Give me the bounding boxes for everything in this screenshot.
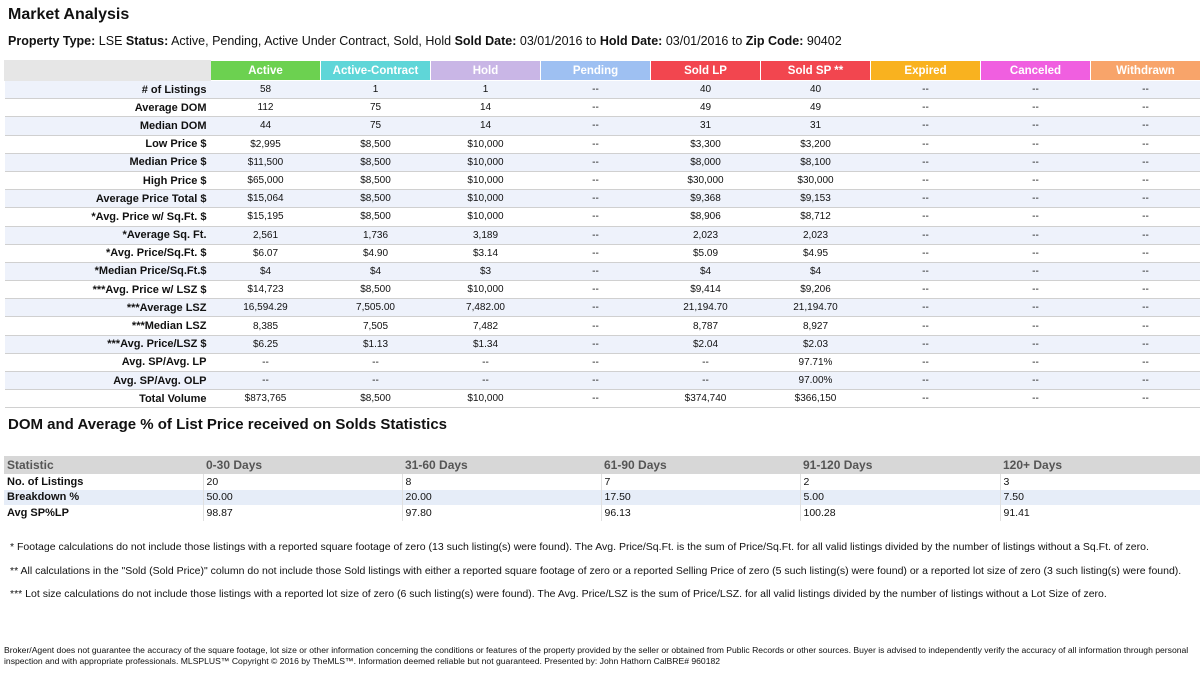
table-cell: 1: [321, 81, 431, 99]
table-cell: $3,200: [761, 135, 871, 153]
table-cell: $873,765: [211, 390, 321, 408]
column-header: Sold LP: [651, 61, 761, 81]
table-cell: --: [981, 317, 1091, 335]
table-cell: $9,368: [651, 190, 761, 208]
table-row: [5, 153, 1200, 171]
row-label: Low Price $: [5, 135, 211, 153]
table-cell: 17.50: [601, 490, 800, 506]
table-cell: --: [981, 335, 1091, 353]
row-label: ***Avg. Price/LSZ $: [5, 335, 211, 353]
table-cell: 58: [211, 81, 321, 99]
table-cell: 14: [431, 117, 541, 135]
table-cell: $6.07: [211, 244, 321, 262]
table-cell: $2.03: [761, 335, 871, 353]
table-cell: --: [981, 244, 1091, 262]
table-cell: $9,206: [761, 281, 871, 299]
table-cell: --: [651, 353, 761, 371]
table-cell: $4.90: [321, 244, 431, 262]
table-cell: $2,995: [211, 135, 321, 153]
row-label: *Avg. Price/Sq.Ft. $: [5, 244, 211, 262]
table-cell: --: [871, 281, 981, 299]
row-label: Average DOM: [5, 99, 211, 117]
table-cell: --: [981, 171, 1091, 189]
table-cell: 2: [800, 474, 1000, 490]
table-cell: $8,500: [321, 135, 431, 153]
table-cell: $4: [651, 262, 761, 280]
table-row: [5, 117, 1200, 135]
table-cell: --: [431, 372, 541, 390]
table-cell: $3,300: [651, 135, 761, 153]
table-cell: $65,000: [211, 171, 321, 189]
table-row: [5, 99, 1200, 117]
row-label: Avg SP%LP: [4, 505, 203, 521]
table-row: [5, 372, 1200, 390]
column-header: Pending: [541, 61, 651, 81]
table-cell: 1,736: [321, 226, 431, 244]
table-cell: --: [871, 81, 981, 99]
table-cell: $8,100: [761, 153, 871, 171]
footnote: * Footage calculations do not include those listings with a reported square footage of zero (13 such listing(s) were found). The Avg. Price/Sq.Ft. is the sum of Price/Sq.Ft. for all valid listings divided by the number of listings without a Sq.Ft. of zero.: [10, 541, 1149, 553]
row-label: Median DOM: [5, 117, 211, 135]
table-cell: --: [871, 226, 981, 244]
criteria-label: Hold Date:: [599, 34, 663, 48]
table-row: [5, 281, 1200, 299]
table-row: [5, 335, 1200, 353]
table-cell: --: [981, 390, 1091, 408]
column-header: Expired: [871, 61, 981, 81]
table-cell: $4.95: [761, 244, 871, 262]
table-cell: --: [871, 135, 981, 153]
row-label: # of Listings: [5, 81, 211, 99]
table-cell: $2.04: [651, 335, 761, 353]
table-row: [5, 262, 1200, 280]
criteria-label: Sold Date:: [454, 34, 517, 48]
table-cell: $366,150: [761, 390, 871, 408]
table-cell: --: [981, 281, 1091, 299]
dom-statistics-table: [4, 456, 1200, 521]
table-cell: --: [1091, 281, 1200, 299]
table-cell: --: [871, 335, 981, 353]
criteria-value: 03/01/2016 to: [665, 34, 743, 48]
criteria-value: 90402: [806, 34, 842, 48]
column-header: Withdrawn: [1091, 61, 1200, 81]
disclaimer: Broker/Agent does not guarantee the accuracy of the square footage, lot size or other information concerning the conditions or features of the property provided by the seller or obtained from Public Records or other sources. Buyer is advised to independently verify the accuracy of all information through personal inspection and with appropriate professionals. MLSPLUS™ Copyright © 2016 by TheMLS™. Information deemed reliable but not guaranteed. Presented by: John Hathorn CalBRE# 960182: [4, 645, 1189, 666]
table-cell: 7,482.00: [431, 299, 541, 317]
table-cell: --: [541, 81, 651, 99]
table-cell: --: [1091, 244, 1200, 262]
table-cell: --: [871, 353, 981, 371]
table-cell: $9,414: [651, 281, 761, 299]
table-cell: 2,561: [211, 226, 321, 244]
table-cell: --: [1091, 208, 1200, 226]
table-row: [4, 490, 1200, 506]
table-cell: --: [981, 99, 1091, 117]
table-cell: --: [871, 99, 981, 117]
table-cell: --: [1091, 335, 1200, 353]
table-cell: 2,023: [761, 226, 871, 244]
table-cell: 50.00: [203, 490, 402, 506]
table-cell: --: [1091, 353, 1200, 371]
table-cell: $4: [321, 262, 431, 280]
table-cell: 49: [761, 99, 871, 117]
header-blank: [5, 61, 211, 81]
table-cell: 97.71%: [761, 353, 871, 371]
table-cell: --: [651, 372, 761, 390]
column-header: 91-120 Days: [800, 456, 1000, 474]
table-cell: --: [211, 353, 321, 371]
column-header: Hold: [431, 61, 541, 81]
table-cell: --: [1091, 317, 1200, 335]
row-label: Average Price Total $: [5, 190, 211, 208]
table-cell: 2,023: [651, 226, 761, 244]
table-cell: $4: [761, 262, 871, 280]
table-cell: --: [541, 353, 651, 371]
table-cell: --: [541, 262, 651, 280]
table-cell: $8,500: [321, 208, 431, 226]
criteria-label: Zip Code:: [745, 34, 804, 48]
table-cell: --: [981, 81, 1091, 99]
table-cell: 31: [761, 117, 871, 135]
dom-section-title: DOM and Average % of List Price received on Solds Statistics: [8, 416, 448, 433]
table-cell: $15,195: [211, 208, 321, 226]
table-cell: $10,000: [431, 390, 541, 408]
table-cell: --: [981, 353, 1091, 371]
table-cell: $8,906: [651, 208, 761, 226]
table-cell: --: [541, 208, 651, 226]
table-cell: 20.00: [402, 490, 601, 506]
table-cell: $9,153: [761, 190, 871, 208]
table-cell: $14,723: [211, 281, 321, 299]
table-cell: --: [871, 153, 981, 171]
table-cell: --: [1091, 81, 1200, 99]
table-cell: --: [541, 244, 651, 262]
row-label: Breakdown %: [4, 490, 203, 506]
column-header: Sold SP **: [761, 61, 871, 81]
table-cell: $4: [211, 262, 321, 280]
table-cell: 7: [601, 474, 800, 490]
table-cell: --: [541, 117, 651, 135]
table-cell: --: [871, 317, 981, 335]
column-header: Active: [211, 61, 321, 81]
column-header: Statistic: [4, 456, 203, 474]
table-cell: --: [541, 372, 651, 390]
table-cell: 40: [651, 81, 761, 99]
market-analysis-table: [4, 60, 1200, 408]
table-cell: --: [871, 372, 981, 390]
table-row: [5, 317, 1200, 335]
table-cell: --: [541, 281, 651, 299]
table-cell: --: [1091, 390, 1200, 408]
table-cell: $8,500: [321, 281, 431, 299]
table-cell: --: [981, 117, 1091, 135]
table-row: [5, 244, 1200, 262]
table-cell: 75: [321, 99, 431, 117]
table-cell: --: [431, 353, 541, 371]
table-cell: 21,194.70: [761, 299, 871, 317]
table-row: [5, 299, 1200, 317]
table-cell: 91.41: [1000, 505, 1200, 521]
table-cell: $8,712: [761, 208, 871, 226]
table-cell: --: [1091, 190, 1200, 208]
table-cell: --: [1091, 171, 1200, 189]
table-cell: $10,000: [431, 153, 541, 171]
table-cell: 5.00: [800, 490, 1000, 506]
table-cell: $30,000: [651, 171, 761, 189]
table-cell: --: [981, 299, 1091, 317]
row-label: Total Volume: [5, 390, 211, 408]
row-label: No. of Listings: [4, 474, 203, 490]
row-label: ***Median LSZ: [5, 317, 211, 335]
table-cell: 7,482: [431, 317, 541, 335]
table-row: [5, 135, 1200, 153]
table-cell: --: [211, 372, 321, 390]
table-cell: --: [541, 226, 651, 244]
table-cell: --: [541, 153, 651, 171]
table-cell: --: [1091, 372, 1200, 390]
table-cell: --: [981, 208, 1091, 226]
table-cell: 14: [431, 99, 541, 117]
table-cell: --: [871, 262, 981, 280]
table-cell: $30,000: [761, 171, 871, 189]
table-row: [5, 190, 1200, 208]
column-header: Canceled: [981, 61, 1091, 81]
table-cell: $10,000: [431, 135, 541, 153]
column-header: 120+ Days: [1000, 456, 1200, 474]
table-cell: $1.13: [321, 335, 431, 353]
column-header: 61-90 Days: [601, 456, 800, 474]
table-cell: 7,505.00: [321, 299, 431, 317]
table-cell: $11,500: [211, 153, 321, 171]
row-label: *Median Price/Sq.Ft.$: [5, 262, 211, 280]
table-row: [5, 171, 1200, 189]
table-cell: 8,927: [761, 317, 871, 335]
table-cell: $8,500: [321, 390, 431, 408]
table-cell: $3.14: [431, 244, 541, 262]
column-header: Active-Contract: [321, 61, 431, 81]
table-cell: 97.80: [402, 505, 601, 521]
table-cell: --: [541, 317, 651, 335]
table-cell: --: [541, 335, 651, 353]
table-cell: $10,000: [431, 281, 541, 299]
table-cell: 3,189: [431, 226, 541, 244]
table-cell: 3: [1000, 474, 1200, 490]
table-cell: $10,000: [431, 190, 541, 208]
row-label: Avg. SP/Avg. OLP: [5, 372, 211, 390]
table-cell: --: [541, 135, 651, 153]
table-cell: $3: [431, 262, 541, 280]
row-label: *Avg. Price w/ Sq.Ft. $: [5, 208, 211, 226]
table-cell: $1.34: [431, 335, 541, 353]
table-cell: --: [981, 135, 1091, 153]
table-cell: --: [871, 390, 981, 408]
table-cell: --: [871, 244, 981, 262]
table-cell: --: [541, 390, 651, 408]
table-row: [5, 81, 1200, 99]
table-cell: --: [321, 353, 431, 371]
row-label: Median Price $: [5, 153, 211, 171]
table-row: [5, 353, 1200, 371]
criteria-value: LSE: [98, 34, 123, 48]
table-cell: $8,500: [321, 190, 431, 208]
table-cell: --: [981, 153, 1091, 171]
table-cell: --: [1091, 117, 1200, 135]
table-cell: --: [1091, 135, 1200, 153]
table-cell: 75: [321, 117, 431, 135]
table-row: [4, 474, 1200, 490]
table-cell: 8,385: [211, 317, 321, 335]
table-cell: --: [1091, 299, 1200, 317]
table-cell: 97.00%: [761, 372, 871, 390]
table-cell: 112: [211, 99, 321, 117]
table-cell: 49: [651, 99, 761, 117]
row-label: *Average Sq. Ft.: [5, 226, 211, 244]
table-cell: $374,740: [651, 390, 761, 408]
table-cell: --: [981, 190, 1091, 208]
table-cell: 8,787: [651, 317, 761, 335]
table-cell: 31: [651, 117, 761, 135]
table-cell: --: [871, 208, 981, 226]
column-header: 31-60 Days: [402, 456, 601, 474]
table-cell: --: [541, 99, 651, 117]
table-cell: 21,194.70: [651, 299, 761, 317]
table-cell: --: [871, 171, 981, 189]
table-cell: 7.50: [1000, 490, 1200, 506]
row-label: ***Average LSZ: [5, 299, 211, 317]
table-cell: --: [1091, 262, 1200, 280]
table-cell: --: [871, 299, 981, 317]
table-row: [5, 390, 1200, 408]
table-cell: 16,594.29: [211, 299, 321, 317]
table-cell: --: [871, 117, 981, 135]
table-row: [4, 505, 1200, 521]
table-cell: 100.28: [800, 505, 1000, 521]
row-label: Avg. SP/Avg. LP: [5, 353, 211, 371]
table-cell: --: [321, 372, 431, 390]
table-cell: --: [981, 226, 1091, 244]
table-cell: --: [541, 190, 651, 208]
column-header: 0-30 Days: [203, 456, 402, 474]
table-row: [5, 208, 1200, 226]
table-row: [5, 226, 1200, 244]
table-cell: 20: [203, 474, 402, 490]
table-cell: $8,000: [651, 153, 761, 171]
table-cell: $8,500: [321, 153, 431, 171]
row-label: ***Avg. Price w/ LSZ $: [5, 281, 211, 299]
table-cell: 7,505: [321, 317, 431, 335]
table-cell: 1: [431, 81, 541, 99]
table-cell: $6.25: [211, 335, 321, 353]
footnotes: [10, 541, 1192, 612]
table-cell: --: [1091, 153, 1200, 171]
table-cell: $10,000: [431, 171, 541, 189]
table-cell: --: [541, 299, 651, 317]
search-criteria: [8, 34, 842, 48]
table-cell: --: [981, 372, 1091, 390]
table-cell: $8,500: [321, 171, 431, 189]
table-cell: $10,000: [431, 208, 541, 226]
table-cell: 98.87: [203, 505, 402, 521]
criteria-label: Property Type:: [8, 34, 96, 48]
table-cell: --: [981, 262, 1091, 280]
table-cell: 40: [761, 81, 871, 99]
criteria-value: Active, Pending, Active Under Contract, Sold, Hold: [171, 34, 452, 48]
criteria-value: 03/01/2016 to: [519, 34, 597, 48]
table-cell: --: [1091, 226, 1200, 244]
table-cell: $15,064: [211, 190, 321, 208]
criteria-label: Status:: [125, 34, 169, 48]
table-cell: 8: [402, 474, 601, 490]
table-cell: --: [1091, 99, 1200, 117]
table-cell: $5.09: [651, 244, 761, 262]
table-cell: --: [871, 190, 981, 208]
table-cell: 96.13: [601, 505, 800, 521]
footnote: *** Lot size calculations do not include those listings with a reported lot size of zero (6 such listing(s) were found). The Avg. Price/LSZ is the sum of Price/LSZ. for all valid listings divided by the number of listings without a Lot Size of zero.: [10, 588, 1107, 600]
row-label: High Price $: [5, 171, 211, 189]
page-title: Market Analysis: [8, 6, 130, 23]
table-cell: 44: [211, 117, 321, 135]
footnote: ** All calculations in the "Sold (Sold Price)" column do not include those Sold listings with either a reported square footage of zero or a reported Selling Price of zero (5 such listing(s) were found) or a reported lot size of zero (3 such listing(s) were found).: [10, 564, 1182, 577]
table-cell: --: [541, 171, 651, 189]
